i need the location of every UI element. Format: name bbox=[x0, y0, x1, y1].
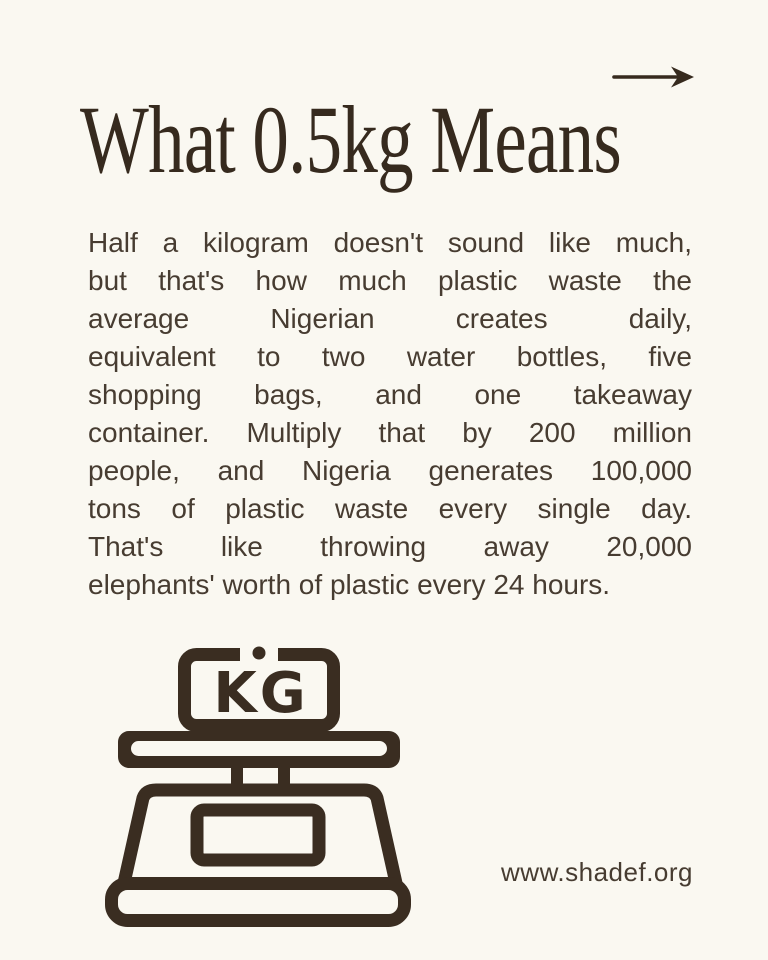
body-line: average Nigerian creates daily, bbox=[88, 303, 692, 334]
body-line: elephants' worth of plastic every 24 hours. bbox=[88, 569, 611, 600]
scale-display-label: KG bbox=[213, 661, 309, 726]
body-line: Half a kilogram doesn't sound like much, bbox=[88, 227, 692, 258]
body-line: tons of plastic waste every single day. bbox=[88, 493, 692, 524]
weighing-scale-icon bbox=[100, 640, 412, 932]
arrow-right-icon bbox=[610, 61, 706, 93]
body-line: That's like throwing away 20,000 bbox=[88, 531, 692, 562]
scale-base bbox=[112, 884, 405, 921]
body-line: but that's how much plastic waste the bbox=[88, 265, 692, 296]
body-line: shopping bags, and one takeaway bbox=[88, 379, 692, 410]
website-url: www.shadef.org bbox=[501, 857, 693, 887]
body-line: equivalent to two water bottles, five bbox=[88, 341, 692, 372]
scale-window bbox=[197, 810, 319, 860]
body-paragraph bbox=[88, 224, 692, 604]
body-line: people, and Nigeria generates 100,000 bbox=[88, 455, 692, 486]
body-line: container. Multiply that by 200 million bbox=[88, 417, 692, 448]
scale-platform-slot bbox=[131, 741, 387, 756]
display-dot bbox=[253, 647, 266, 660]
page-title: What 0.5kg Means bbox=[80, 86, 621, 193]
